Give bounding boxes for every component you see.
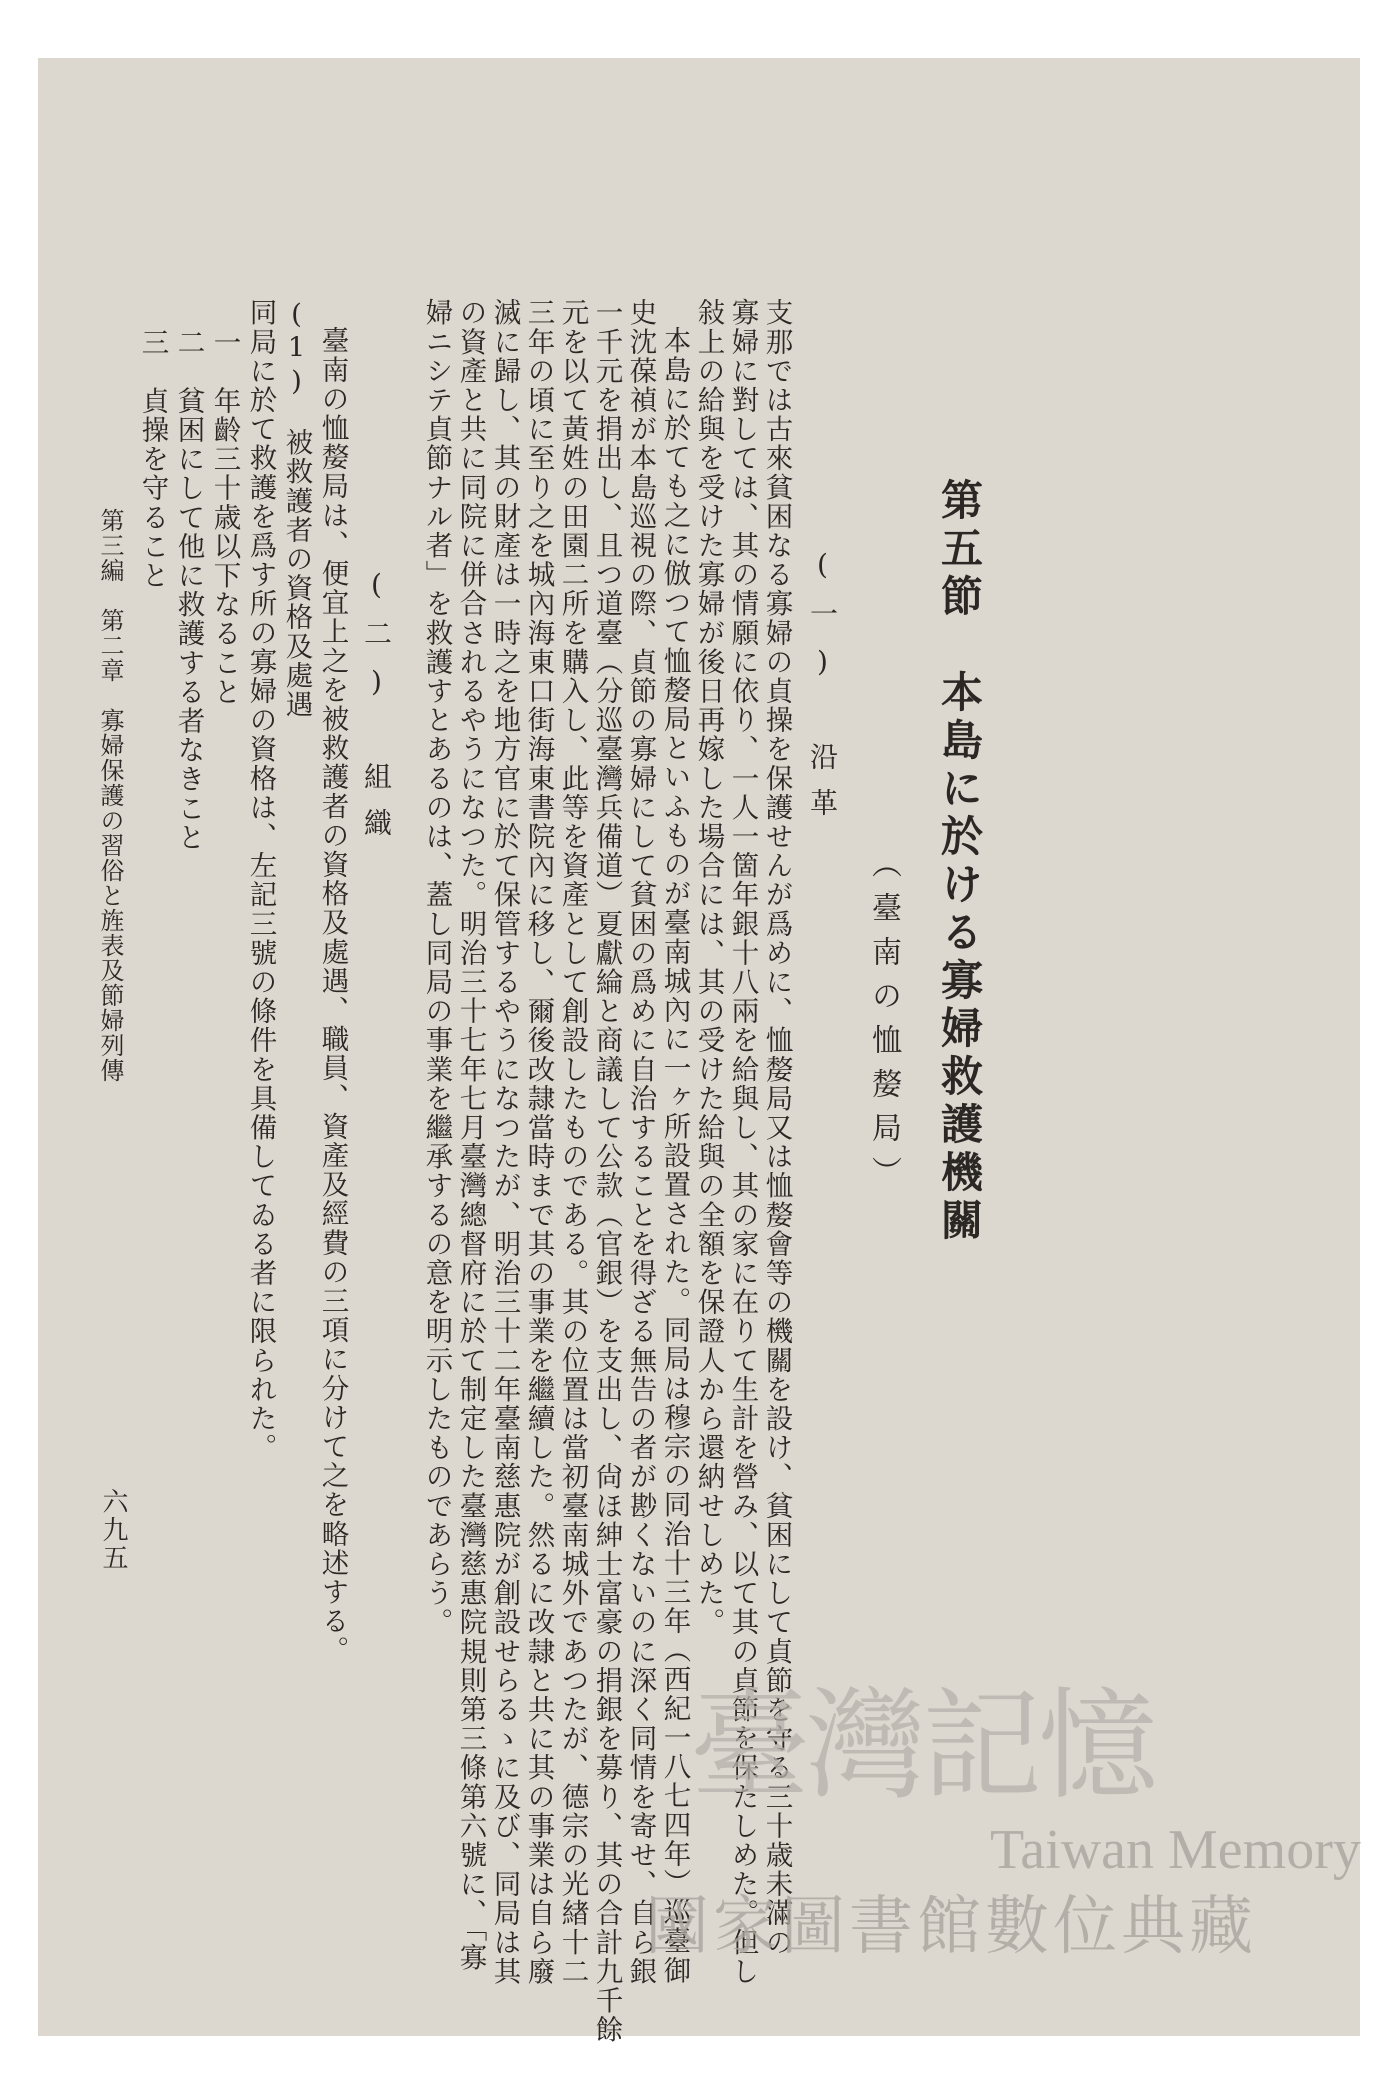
history-line: 三年の頃に至り之を城內海東口街海東書院內に移し、爾後改隷當時まで其の事業を繼續した。然るに改隷と共に其の事業は自ら廢 (522, 298, 555, 1986)
history-line: 敍上の給與を受けた寡婦が後日再嫁した場合には、其の受けた給與の全額を保證人から還納せしめた。 (692, 298, 725, 1637)
page-number: 六九五 (98, 1488, 128, 1572)
section-subtitle: （臺南の恤嫠局） (866, 848, 901, 1200)
history-line: 元を以て黃姓の田園二所を購入し、此等を資產として創設したものである。其の位置は當初臺南城外であつたが、德宗の光緖十二 (556, 298, 589, 1986)
watermark-chinese: 國家圖書館數位典藏 (645, 1890, 1257, 1964)
history-line: の資產と共に同院に併合されるやうになつた。明治三十七年七月臺灣總督府に於て制定した臺灣慈惠院規則第三條第六號に、「寡 (454, 298, 487, 1973)
heading-history: (一) 沿革 (806, 548, 839, 834)
watermark-english: Taiwan Memory (990, 1819, 1361, 1881)
history-line: 本島に於ても之に倣つて恤嫠局といふものが臺南城內に一ヶ所設置された。同局は穆宗の同治十三年（西紀一八七四年）巡臺御 (658, 326, 691, 1985)
history-line: 支那では古來貧困なる寡婦の貞操を保護せんが爲めに、恤嫠局又は恤嫠會等の機關を設け、貧困にして貞節を守る三十歳未滿の (760, 298, 793, 1957)
condition-item: 三 貞操を守ること (136, 328, 169, 590)
chapter-footer: 第三編 第二章 寡婦保護の習俗と旌表及節婦列傳 (96, 508, 124, 1083)
organization-subheading: (1) 被救護者の資格及處遇 (280, 298, 313, 719)
section-title: 第五節 本島に於ける寡婦救護機關 (935, 478, 984, 1246)
organization-intro: 臺南の恤嫠局は、便宜上之を被救護者の資格及處遇、職員、資產及經費の三項に分けて之を略述する。 (316, 326, 349, 1665)
history-line: 史沈葆禎が本島巡視の際、貞節の寡婦にして貧困の爲めに自治することを得ざる無告の者が尠くないのに深く同情を寄せ、自ら銀 (624, 298, 657, 1986)
condition-item: 一 年齡三十歳以下なること (208, 328, 241, 707)
history-line: 滅に歸し、其の財產は一時之を地方官に於て保管するやうになつたが、明治三十二年臺南慈惠院が創設せらるゝに及び、同局は其 (488, 298, 521, 1986)
history-line: 一千元を捐出し、且つ道臺（分巡臺灣兵備道）夏獻綸と商議して公款（官銀）を支出し、尙ほ紳士富豪の捐銀を募り、其の合計九千餘 (590, 298, 623, 2044)
watermark (645, 1650, 1361, 1964)
condition-item: 二 貧困にして他に救護する者なきこと (172, 328, 205, 852)
history-line: 婦ニシテ貞節ナル者」を救護すとあるのは、蓋し同局の事業を繼承するの意を明示したものであらう。 (420, 298, 453, 1637)
organization-text: 同局に於て救護を爲す所の寡婦の資格は、左記三號の條件を具備してゐる者に限られた。 (244, 298, 277, 1462)
heading-organization: (二) 組織 (360, 568, 393, 854)
watermark-logo: 臺灣記憶 (690, 1677, 1154, 1816)
history-line: 寡婦に對しては、其の情願に依り、一人一箇年銀十八兩を給與し、其の家に在りて生計を營み、以て其の貞節を保たしめた。但し (726, 298, 759, 1986)
